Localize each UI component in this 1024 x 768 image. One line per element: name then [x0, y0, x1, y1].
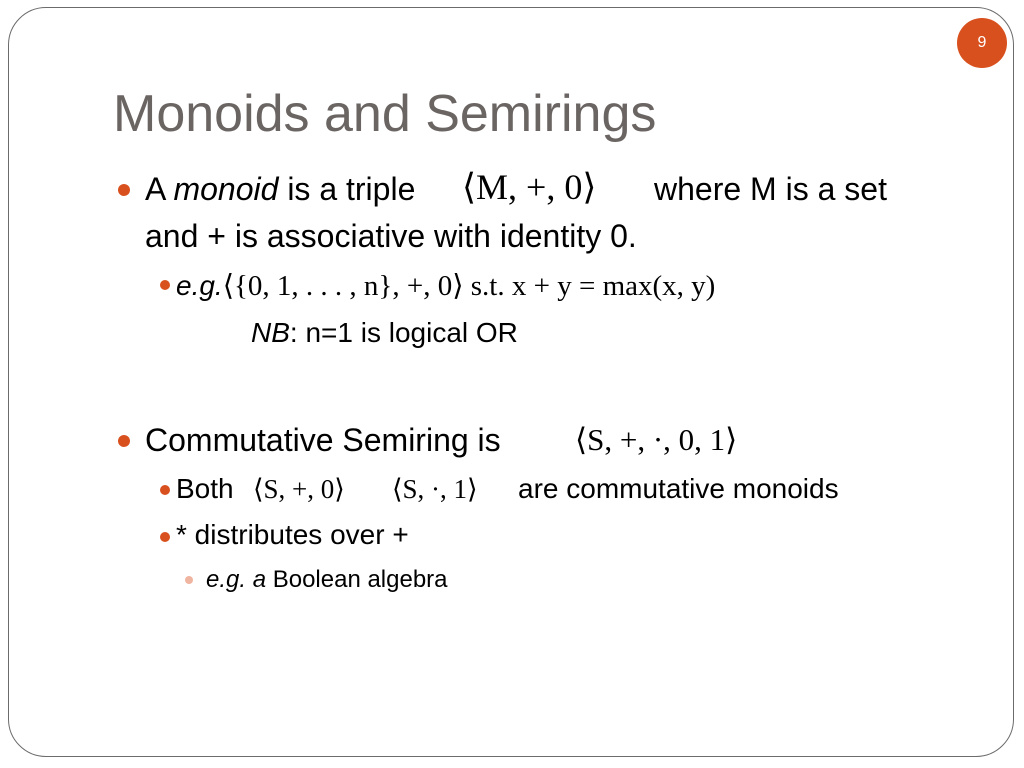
- example-math: ⟨{0, 1, . . . , n}, +, 0⟩ s.t. x + y = max(x, y): [222, 270, 716, 302]
- slide-number-badge: 9: [957, 18, 1007, 68]
- bullet-dot: [118, 184, 130, 196]
- monoid-triple-math: ⟨M, +, 0⟩: [462, 167, 597, 207]
- semiring-math: ⟨S, +, ·, 0, 1⟩: [575, 422, 738, 457]
- bullet-dot: [118, 435, 130, 447]
- nb-term: NB: [251, 317, 290, 348]
- text: Boolean algebra: [266, 566, 448, 593]
- monoid-term: monoid: [173, 171, 279, 207]
- monoid-definition-line2: and + is associative with identity 0.: [145, 218, 637, 254]
- bullet-dot: [160, 532, 170, 542]
- boolean-example: [206, 566, 448, 594]
- bullet-dot: [160, 280, 170, 290]
- example-line: [176, 268, 715, 303]
- monoid-definition-where: where M is a set: [654, 171, 887, 207]
- text: is a triple: [278, 171, 416, 207]
- eg-term: e.g.: [176, 270, 223, 301]
- bullet-dot: [160, 485, 170, 495]
- monoid-definition-line1: [145, 171, 415, 208]
- multiplicative-monoid-math: ⟨S, ·, 1⟩: [392, 474, 478, 504]
- bullet-dot: [185, 576, 193, 584]
- nb-note: [251, 317, 518, 349]
- distributes-text: * distributes over +: [176, 519, 409, 550]
- commutative-monoids-text: are commutative monoids: [518, 473, 839, 504]
- slide-title: Monoids and Semirings: [113, 85, 657, 143]
- eg-term: e.g. a: [206, 566, 267, 593]
- text: A: [145, 171, 174, 207]
- both-label: Both: [176, 473, 234, 504]
- semiring-heading: Commutative Semiring is: [145, 422, 501, 458]
- additive-monoid-math: ⟨S, +, 0⟩: [253, 474, 345, 504]
- text: : n=1 is logical OR: [289, 317, 518, 348]
